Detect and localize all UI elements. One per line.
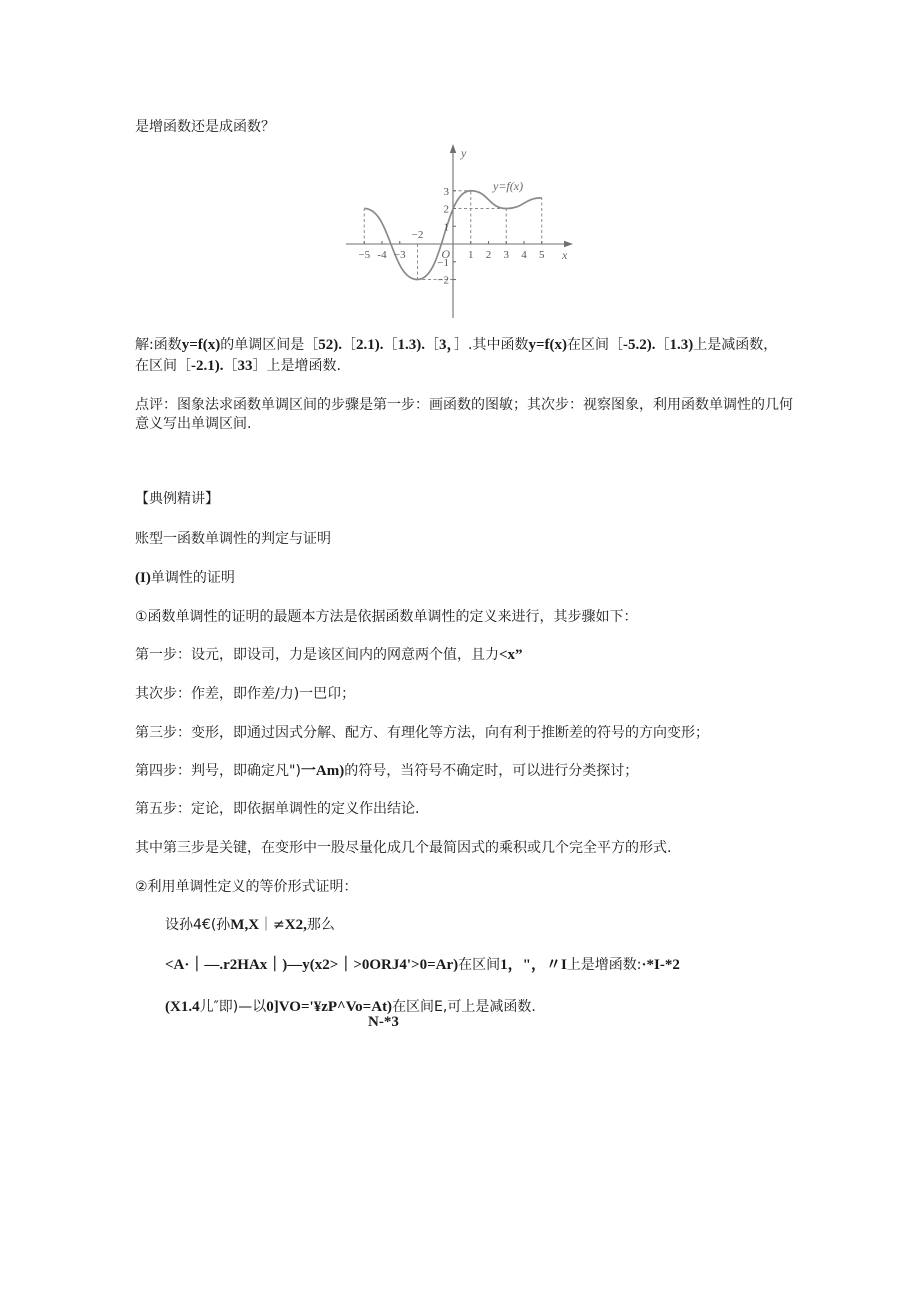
text-run: 的符号，当符号不确定时，可以进行分类探讨；: [344, 763, 639, 779]
function-graph: [340, 140, 580, 320]
x-tick-label: 1: [468, 249, 474, 261]
text-run: ［: [425, 337, 440, 353]
text-run: 儿″即)—以: [199, 999, 267, 1015]
question-text: [135, 118, 275, 136]
step-3: [135, 724, 709, 742]
text-run: 33: [237, 358, 253, 374]
text-run: 点评：图象法求函数单调区间的步骤是第一步：画函数的图敏；其次步：视察图象，利用函数单调性的几何: [135, 397, 793, 413]
x-tick-label: −5: [358, 249, 371, 261]
key-step-note: [135, 839, 671, 857]
x-tick-label: −2: [411, 229, 424, 241]
text-run: 解:函数: [135, 337, 182, 353]
text-run: y=f(x): [181, 337, 221, 353]
equivalence-line-1: [165, 916, 335, 934]
text-run: N-*3: [368, 1014, 399, 1030]
text-run: 一Am): [300, 763, 345, 779]
text-run: 在区间［: [135, 358, 191, 374]
step-5: [135, 800, 419, 818]
section-header: [135, 490, 219, 508]
text-run: 其次步：作差，即作差/力)一巴卬；: [135, 686, 356, 702]
text-run: ①函数单调性的证明的最题本方法是依据函数单调性的定义来进行，其步骤如下：: [135, 609, 638, 625]
y-axis-arrow-icon: [450, 144, 456, 153]
text-run: 在区间［: [567, 337, 624, 353]
text-run: ［: [223, 358, 238, 374]
comment-line-1: [135, 396, 793, 414]
text-run: 单调性的证明: [150, 570, 235, 586]
text-run: ］上是增函数.: [252, 358, 341, 374]
text-run: 其中第三步是关键，在变形中一股尽量化成几个最简因式的乘积或几个完全平方的形式.: [135, 840, 672, 856]
text-run: ［: [342, 337, 357, 353]
x-tick-label: −3: [393, 249, 406, 261]
text-run: 第三步：变形，即通过因式分解、配方、有理化等方法，向有利于推断差的符号的方向变形；: [135, 725, 709, 741]
y-tick-label: 2: [443, 203, 449, 216]
subsection-title: [135, 569, 235, 587]
text-run: (X1.4: [165, 999, 200, 1015]
text-run: 在区间E,可上是减函数.: [392, 999, 536, 1015]
topic-title: [135, 530, 331, 548]
solution-line-1: [135, 336, 777, 354]
text-run: 意义写出单调区间.: [135, 416, 252, 432]
x-tick-label: 2: [485, 249, 492, 261]
method-1-intro: [135, 608, 638, 626]
equivalence-line-2: [165, 956, 680, 974]
text-run: 第五步：定论，即依据单调性的定义作出结论.: [135, 801, 420, 817]
text-run: <A·｜—.r2HAx｜)—y(x2>｜>0ORJ4'>0=Ar): [165, 957, 459, 973]
equivalence-line-4: [368, 1013, 399, 1031]
x-tick-label: 4: [521, 249, 527, 261]
text-run: ［: [655, 337, 670, 353]
text-run: ｜≠: [259, 917, 285, 933]
text-run: 那么: [306, 917, 335, 933]
text-run: X2,: [284, 917, 307, 933]
step-2: [135, 685, 355, 703]
text-run: 账型一函数单调性的判定与证明: [135, 531, 331, 547]
y-tick-label: 3: [443, 185, 449, 198]
y-tick-label: −1: [437, 256, 449, 269]
text-run: -5.2).: [623, 337, 656, 353]
text-run: 在区间: [458, 957, 501, 973]
text-run: 第一步：设元，即设司，力是该区间内的网意两个值，且力: [135, 647, 499, 663]
text-run: M,X: [230, 917, 260, 933]
text-run: 2.1).: [356, 337, 384, 353]
x-axis-arrow-icon: [564, 241, 573, 247]
x-tick-label: -4: [377, 249, 387, 261]
comment-line-2: [135, 415, 251, 433]
text-run: 上是增函数:: [566, 957, 642, 973]
text-run: ②利用单调性定义的等价形式证明：: [135, 879, 358, 895]
text-run: 的单调区间是［: [220, 337, 319, 353]
text-run: 设孙4€(孙: [165, 917, 231, 933]
text-run: 52).: [318, 337, 343, 353]
text-run: 【典例精讲】: [135, 491, 219, 507]
text-run: ·*I-*2: [641, 957, 680, 973]
y-tick-label: −2: [437, 274, 449, 287]
text-run: 1，"，〃I: [500, 957, 567, 973]
text-run: 是增函数还是成函数？: [135, 119, 275, 135]
x-tick-label: 3: [503, 249, 509, 261]
equivalence-line-3: [165, 998, 536, 1016]
text-run: 1.3).: [397, 337, 426, 353]
solution-line-2: [135, 357, 341, 375]
text-run: 上是减函数，: [693, 337, 778, 353]
method-2-intro: [135, 878, 358, 896]
text-run: y=f(x): [528, 337, 568, 353]
text-run: 1.3): [669, 337, 694, 353]
function-label: y=f(x): [493, 179, 524, 193]
y-axis-label: y: [461, 146, 467, 160]
x-tick-label: 5: [539, 249, 545, 261]
step-1: [135, 646, 523, 664]
text-run: (I): [135, 570, 151, 586]
step-4: [135, 762, 638, 780]
origin-label: O: [441, 247, 450, 261]
text-run: <x”: [499, 647, 523, 663]
text-run: ［: [383, 337, 398, 353]
text-run: 3，: [439, 337, 455, 353]
text-run: 0]VO='¥zP^Vo=At): [266, 999, 393, 1015]
y-tick-label: 1: [443, 221, 449, 234]
text-run: ］.其中函数: [454, 337, 529, 353]
text-run: 第四步：判号，即确定凡"): [135, 763, 301, 779]
x-axis-label: x: [562, 248, 568, 262]
text-run: -2.1).: [191, 358, 224, 374]
